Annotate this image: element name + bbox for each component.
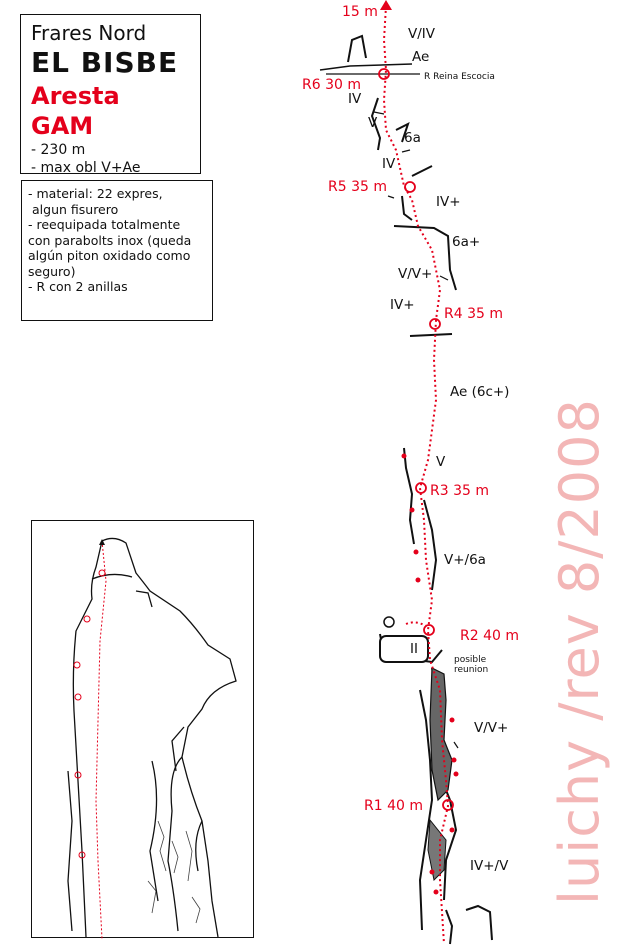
note-line: - reequipada totalmente: [28, 217, 181, 232]
belay-r3: R3 35 m: [430, 483, 489, 499]
peak-name: EL BISBE: [31, 46, 179, 79]
note-line: con parabolts inox (queda: [28, 232, 192, 248]
grade-label: Ae: [412, 49, 430, 65]
note-line: - R con 2 anillas: [28, 279, 128, 294]
grade-label: IV+: [390, 297, 415, 313]
reunion-name: R Reina Escocia: [424, 72, 495, 82]
grade-label: V/IV: [408, 26, 435, 42]
belay-r5: R5 35 m: [328, 179, 387, 195]
posible-reunion-label: reunion: [454, 665, 489, 675]
note-line: algún piton oxidado como: [28, 248, 191, 263]
topo-chockstone: [384, 617, 394, 627]
summit-arrow: [380, 0, 392, 10]
grade-label: V/V+: [398, 266, 433, 282]
grade-label: V: [436, 454, 446, 470]
topo-block: [380, 636, 428, 662]
note-line: algun fisurero: [32, 201, 119, 217]
grade-label: V/V+: [474, 720, 509, 736]
posible-reunion-label: posible: [454, 655, 487, 665]
topo-flake: [430, 668, 452, 800]
note-line: seguro): [28, 263, 76, 279]
grade-label: IV: [382, 156, 396, 172]
grade-label: IV+: [436, 194, 461, 210]
route-length: - 230 m: [31, 142, 86, 158]
route-max-grade: - max obl V+Ae: [31, 160, 141, 176]
grade-label: IV: [348, 91, 362, 107]
grade-label: V+/6a: [444, 552, 486, 568]
note-line: - material: 22 expres,: [28, 186, 163, 201]
grade-label: V: [368, 115, 378, 131]
top-pitch-label: 15 m: [342, 4, 378, 20]
belay-r4: R4 35 m: [444, 306, 503, 322]
belay-r1: R1 40 m: [364, 798, 423, 814]
grade-label: 6a+: [452, 234, 481, 250]
grade-label: II: [410, 641, 418, 657]
grade-label: Ae (6c+): [450, 384, 510, 400]
region-name: Frares Nord: [31, 21, 147, 45]
grade-label: IV+/V: [470, 858, 509, 874]
author-watermark: luichy /rev 8/2008: [548, 398, 611, 905]
grade-label: 6a: [404, 130, 421, 146]
belay-r6: R6 30 m: [302, 77, 361, 93]
route-name: Aresta GAM: [31, 82, 120, 140]
belay-r2: R2 40 m: [460, 628, 519, 644]
